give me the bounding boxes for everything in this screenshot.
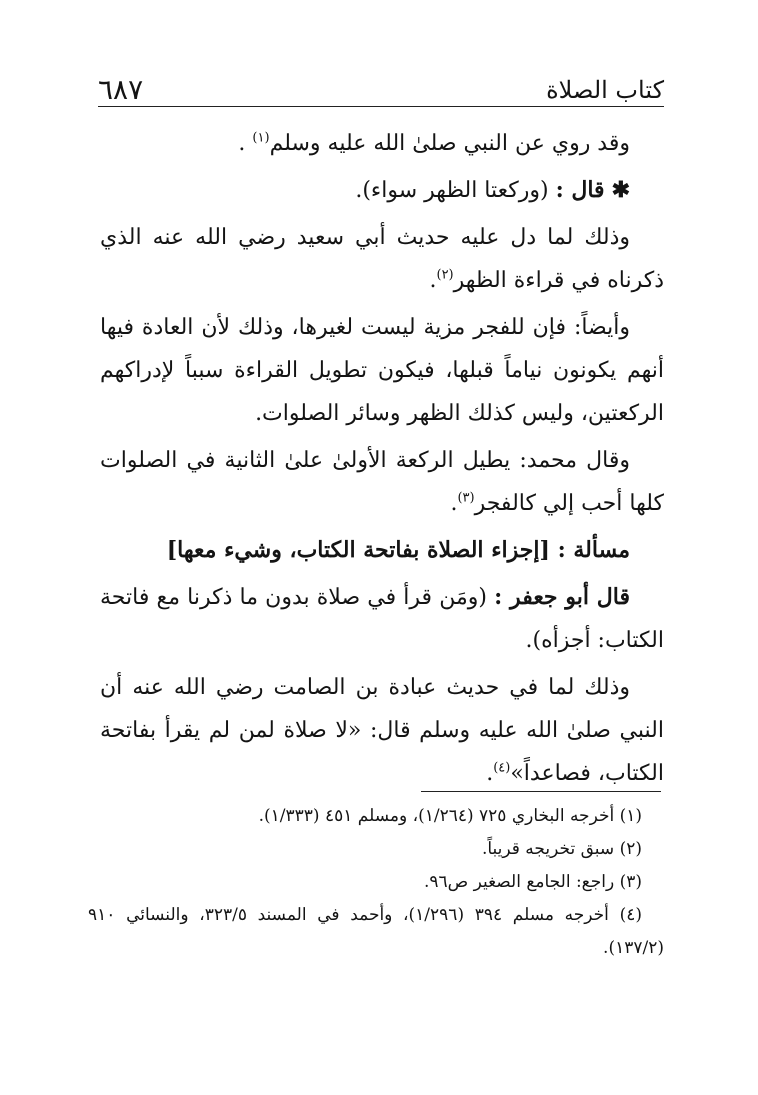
footnote: (٣) راجع: الجامع الصغير ص٩٦. [423, 872, 642, 892]
p7-text: وذلك لما في حديث عبادة بن الصامت رضي الله عنه أن النبي صلىٰ الله عليه وسلم قال: «لا صلاة لمن لم يقرأ بفاتحة الكتاب، فصاعداً» [100, 675, 664, 786]
paragraph-4: وأيضاً: فإن للفجر مزية ليست لغيرها، وذلك لأن العادة فيها أنهم يكونون نياماً قبلها، فيكون تطويل القراءة سبباً لإدراكهم الركعتين، وليس كذلك الظهر وسائر الصلوات. [100, 315, 664, 426]
paragraph-3 [100, 216, 664, 302]
footnote: (١) أخرجه البخاري ٧٢٥ (١/٢٦٤)، ومسلم ٤٥١ (١/٣٣٣). [258, 806, 642, 826]
footnote-ref-3: (٣) [457, 490, 475, 506]
star-marker: ✱ [611, 177, 630, 203]
footnote-separator [421, 791, 661, 792]
paragraph-6 [100, 576, 664, 662]
heading-text: [إجزاء الصلاة بفاتحة الكتاب، وشيء معها] [166, 537, 550, 563]
p5-text: وقال محمد: يطيل الركعة الأولىٰ علىٰ الثانية في الصلوات كلها أحب إلي كالفجر [100, 448, 664, 516]
p5-end: . [450, 491, 458, 516]
p2-text: (وركعتا الظهر سواء). [355, 178, 549, 203]
page-number: ٦٨٧ [98, 73, 144, 106]
p7-end: . [486, 761, 494, 786]
footnote: (٢) سبق تخريجه قريباً. [481, 839, 642, 859]
heading-label: مسألة : [557, 537, 630, 563]
footnote-ref-4: (٤) [493, 760, 511, 776]
p3-text: وذلك لما دل عليه حديث أبي سعيد رضي الله عنه الذي ذكرناه في قراءة الظهر [100, 225, 664, 293]
header-rule [98, 106, 664, 107]
section-heading [100, 529, 664, 572]
paragraph-7 [100, 666, 664, 795]
running-header [98, 64, 664, 104]
chapter-title: كتاب الصلاة [546, 76, 664, 104]
paragraph-5 [100, 439, 664, 525]
footnote-ref-1: (١) [252, 130, 270, 146]
p6-text: (ومَن قرأ في صلاة بدون ما ذكرنا مع فاتحة الكتاب: أجزأه). [100, 585, 664, 653]
p6-label: قال أبو جعفر : [494, 584, 630, 610]
p1-end: . [238, 131, 246, 156]
p1-text: وقد روي عن النبي صلىٰ الله عليه وسلم [269, 131, 630, 156]
footnotes [88, 800, 664, 965]
p3-end: . [429, 268, 437, 293]
paragraph-1 [100, 122, 664, 165]
footnote-ref-2: (٢) [436, 267, 454, 283]
footnote: (٤) أخرجه مسلم ٣٩٤ (١/٢٩٦)، وأحمد في المسند ٣٢٣/٥، والنسائي ٩١٠ (١٣٧/٢). [88, 905, 664, 958]
paragraph-2 [100, 169, 664, 212]
p2-label: قال : [555, 177, 605, 203]
main-text [100, 122, 664, 799]
